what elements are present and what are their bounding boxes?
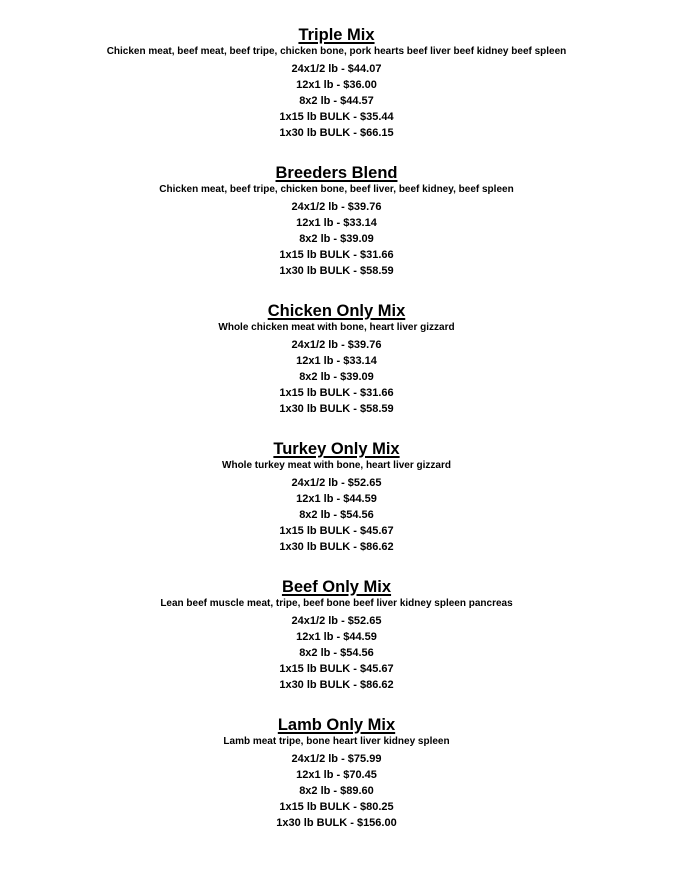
price-line: 24x1/2 lb - $39.76: [291, 339, 382, 351]
price-line: 1x15 lb BULK - $35.44: [279, 111, 394, 123]
price-line: 8x2 lb - $54.56: [299, 647, 374, 659]
product-section-chicken-only-mix: [0, 301, 673, 417]
price-line: 12x1 lb - $33.14: [296, 355, 377, 367]
section-title: Turkey Only Mix: [273, 440, 400, 458]
price-line: 12x1 lb - $36.00: [296, 79, 377, 91]
price-line: 1x30 lb BULK - $156.00: [276, 817, 397, 829]
price-line: 1x15 lb BULK - $80.25: [279, 801, 394, 813]
section-title: Breeders Blend: [275, 164, 398, 182]
price-list: [0, 199, 673, 279]
price-line: 8x2 lb - $54.56: [299, 509, 374, 521]
section-description: Chicken meat, beef tripe, chicken bone, beef liver, beef kidney, beef spleen: [159, 184, 514, 195]
section-description: Whole turkey meat with bone, heart liver gizzard: [222, 460, 451, 471]
price-line: 1x30 lb BULK - $58.59: [279, 403, 394, 415]
price-line: 12x1 lb - $44.59: [296, 493, 377, 505]
product-section-breeders-blend: [0, 163, 673, 279]
price-line: 8x2 lb - $39.09: [299, 233, 374, 245]
price-line: 24x1/2 lb - $44.07: [291, 63, 382, 75]
section-description: Chicken meat, beef meat, beef tripe, chicken bone, pork hearts beef liver beef kidney beef spleen: [106, 46, 567, 57]
price-line: 1x30 lb BULK - $66.15: [279, 127, 394, 139]
price-line: 1x15 lb BULK - $45.67: [279, 663, 394, 675]
price-line: 24x1/2 lb - $75.99: [291, 753, 382, 765]
product-section-beef-only-mix: [0, 577, 673, 693]
product-section-turkey-only-mix: [0, 439, 673, 555]
price-line: 1x30 lb BULK - $58.59: [279, 265, 394, 277]
price-line: 24x1/2 lb - $39.76: [291, 201, 382, 213]
price-list: [0, 337, 673, 417]
price-list: [0, 475, 673, 555]
price-line: 1x15 lb BULK - $45.67: [279, 525, 394, 537]
price-line: 1x30 lb BULK - $86.62: [279, 541, 394, 553]
price-list: [0, 751, 673, 831]
section-title: Lamb Only Mix: [277, 716, 396, 734]
price-line: 12x1 lb - $33.14: [296, 217, 377, 229]
price-line: 1x15 lb BULK - $31.66: [279, 387, 394, 399]
section-description: Lean beef muscle meat, tripe, beef bone beef liver kidney spleen pancreas: [160, 598, 513, 609]
product-section-triple-mix: [0, 25, 673, 141]
price-line: 1x30 lb BULK - $86.62: [279, 679, 394, 691]
product-section-lamb-only-mix: [0, 715, 673, 831]
price-line: 1x15 lb BULK - $31.66: [279, 249, 394, 261]
section-title: Chicken Only Mix: [267, 302, 406, 320]
section-title: Beef Only Mix: [281, 578, 392, 596]
price-list: [0, 613, 673, 693]
section-description: Whole chicken meat with bone, heart liver gizzard: [218, 322, 455, 333]
price-line: 24x1/2 lb - $52.65: [291, 477, 382, 489]
price-line: 8x2 lb - $39.09: [299, 371, 374, 383]
section-title: Triple Mix: [298, 26, 375, 44]
price-line: 24x1/2 lb - $52.65: [291, 615, 382, 627]
price-line: 12x1 lb - $44.59: [296, 631, 377, 643]
section-description: Lamb meat tripe, bone heart liver kidney spleen: [223, 736, 450, 747]
price-line: 8x2 lb - $44.57: [299, 95, 374, 107]
price-list: [0, 61, 673, 141]
price-line: 12x1 lb - $70.45: [296, 769, 377, 781]
price-line: 8x2 lb - $89.60: [299, 785, 374, 797]
